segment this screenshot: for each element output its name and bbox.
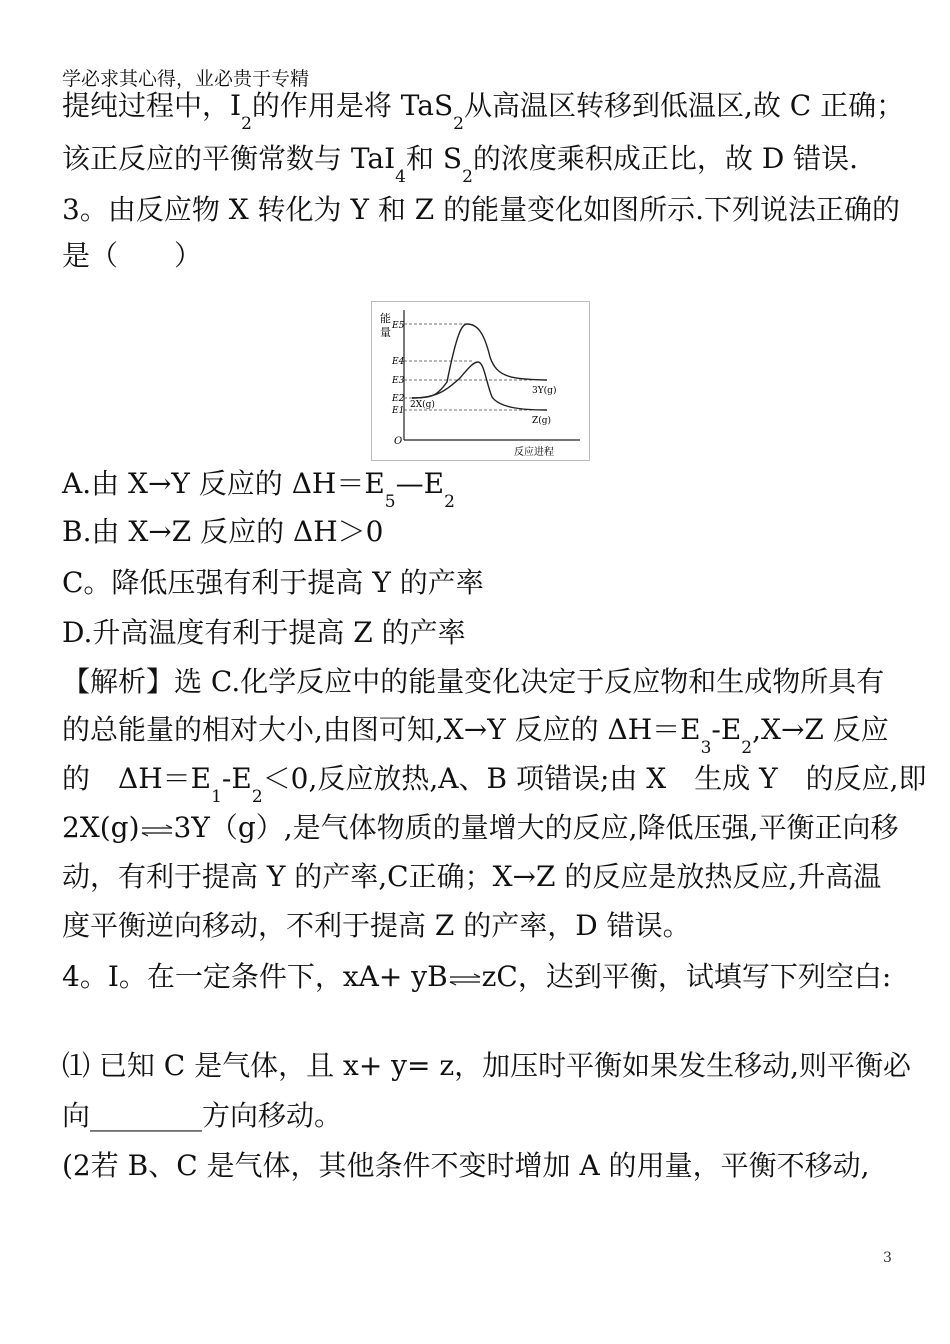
figure-ylabel-1: 能	[380, 312, 391, 325]
option-a: A.由 X→Y 反应的 $\Delta H=E_5—E_2$	[62, 467, 455, 512]
explanation-line: 【解析】选 C.化学反应中的能量变化决定于反应物和生成物所具有	[62, 665, 885, 698]
equilibrium-arrow-icon	[140, 823, 174, 837]
explanation-line: 动，有利于提高 Y 的产率,C正确；X→Z 的反应是放热反应,升高温	[62, 860, 882, 893]
level-e4: E4	[392, 357, 405, 367]
question-4-part-1-end: 向________方向移动。	[62, 1099, 343, 1132]
explanation-line: 的 $\Delta H=E_1-E_2<0$,反应放热,A、B 项错误;由 X 生成 Y 的反应,即	[62, 762, 927, 807]
label-3y: 3Y(g)	[532, 386, 557, 396]
question-4-stem: 4。Ⅰ。在一定条件下，xA+ yB zC，达到平衡，试填写下列空白:	[62, 960, 892, 993]
level-e2: E2	[392, 394, 405, 404]
text-line: 该正反应的平衡常数与 TaI$_4$和 $S_2$的浓度乘积成正比，故 D 错误.	[62, 142, 859, 187]
level-labels	[391, 321, 405, 416]
energy-diagram	[371, 301, 590, 461]
explanation-line: 度平衡逆向移动，不利于提高 Z 的产率，D 错误。	[62, 909, 691, 942]
option-b: B.由 X→Z 反应的 ΔH＞0	[62, 515, 384, 548]
option-d: D.升高温度有利于提高 Z 的产率	[62, 616, 466, 649]
question-3-stem-end: 是（ ）	[62, 239, 203, 272]
page-header: 学必求其心得，业必贵于专精	[62, 68, 310, 90]
label-z: Z(g)	[532, 416, 552, 426]
option-c: C。降低压强有利于提高 Y 的产率	[62, 566, 484, 599]
curve-x-to-y	[412, 324, 547, 398]
explanation-line: 2X(g) 3Y（g）,是气体物质的量增大的反应,降低压强,平衡正向移	[62, 811, 899, 844]
question-4-part-2: (2若 B、C 是气体，其他条件不变时增加 A 的用量，平衡不移动,	[62, 1149, 870, 1182]
equilibrium-arrow-icon	[448, 972, 482, 986]
level-e5: E5	[392, 321, 405, 331]
figure-xlabel: 反应进程	[514, 447, 554, 458]
text-line: 提纯过程中，$I_2$的作用是将 TaS$_2$从高温区转移到低温区,故 C 正确；	[62, 89, 905, 134]
label-2x: 2X(g)	[410, 400, 435, 410]
origin-label: O	[394, 436, 403, 447]
question-3-stem: 3。由反应物 X 转化为 Y 和 Z 的能量变化如图所示.下列说法正确的	[62, 193, 900, 226]
page-number: 3	[883, 1250, 892, 1266]
figure-ylabel-2: 量	[380, 326, 391, 339]
explanation-line: 的总能量的相对大小,由图可知,X→Y 反应的 $\Delta H=E_3-E_2,X\to Z$ 反应	[62, 713, 889, 758]
level-e1: E1	[392, 406, 405, 416]
question-4-part-1: ⑴ 已知 C 是气体，且 x+ y= z，加压时平衡如果发生移动,则平衡必	[62, 1049, 912, 1082]
level-e3: E3	[392, 376, 405, 386]
